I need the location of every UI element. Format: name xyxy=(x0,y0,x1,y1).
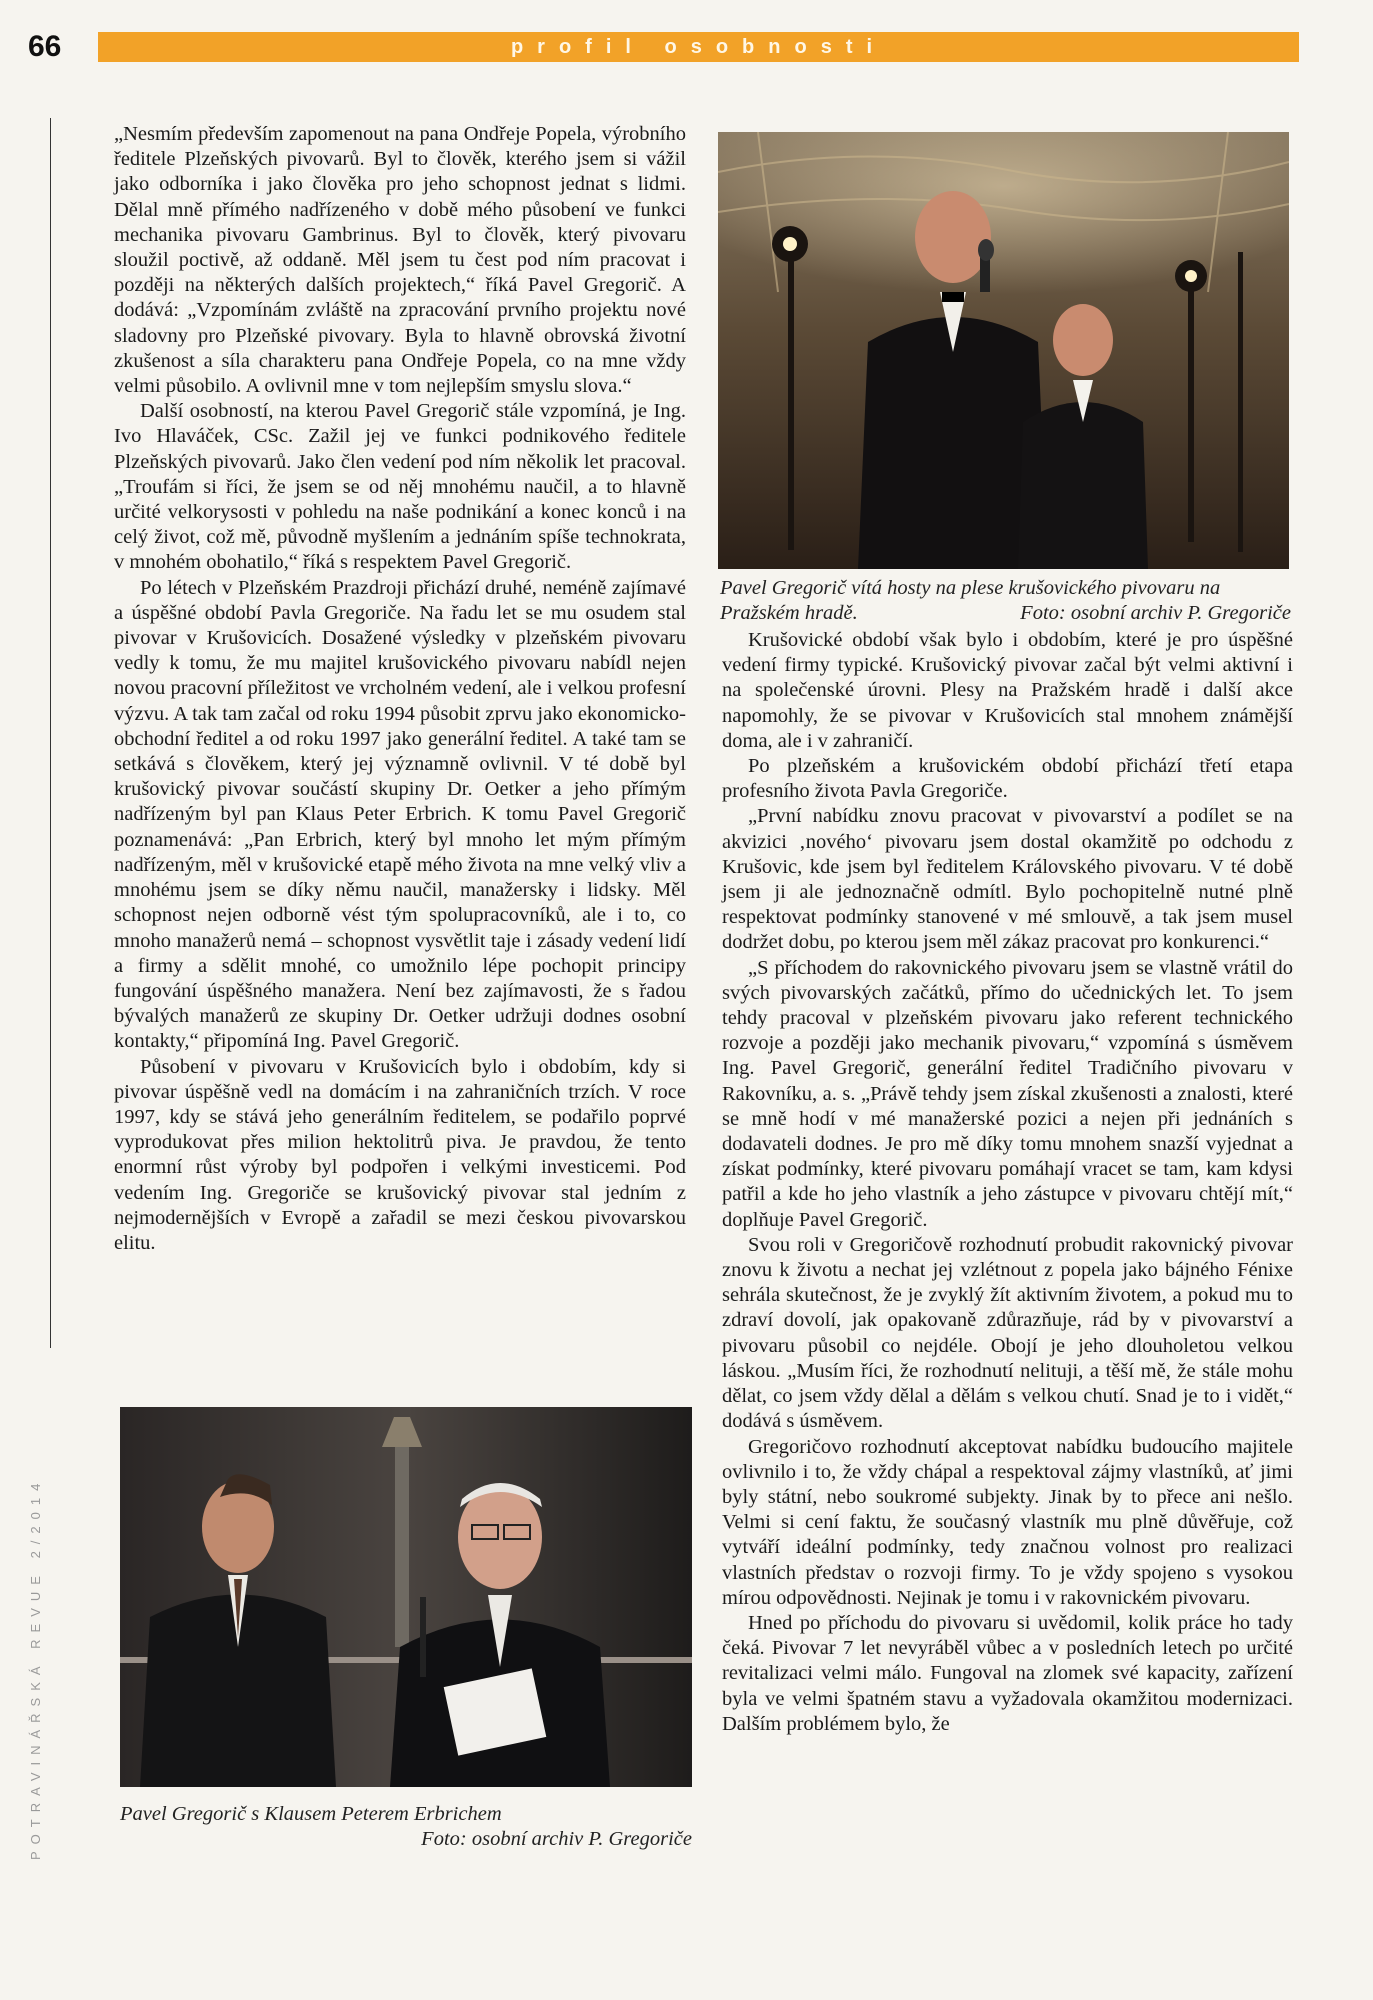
article-column-right xyxy=(722,628,1293,1737)
page-number: 66 xyxy=(28,30,62,63)
photo-credit: Foto: osobní archiv P. Gregoriče xyxy=(1020,602,1291,624)
margin-rule xyxy=(50,118,51,1348)
section-title: profil osobnosti xyxy=(510,35,887,58)
article-column-left xyxy=(114,122,686,1256)
photo-ball-speech-image xyxy=(718,132,1289,569)
paragraph: Gregoričovo rozhodnutí akceptovat nabídku budoucího majitele ovlivnilo i to, že vždy chápal a respektoval zájmy vlastníků, ať jimi byly státní, nebo soukromé subjekty. Jinak by to přece ani nešlo. Velmi si cení faktu, že současný vlastník mu plně důvěřuje, což vytváří ideální podmínky, tedy značnou volnost pro realizaci vlastních představ o rozvoji firmy. To je vždy spojeno s vysokou mírou odpovědnosti. Nejinak je tomu i v rakovnickém pivovaru. xyxy=(722,1435,1293,1609)
paragraph: Svou roli v Gregoričově rozhodnutí probudit rakovnický pivovar znovu k životu a nechat jej vzlétnout z popela jako bájného Fénixe sehrála skutečnost, že je zvyklý žít aktivním životem, a pokud mu to zdraví dovolí, jak opakovaně zdůrazňuje, rád by v pivovarství a pivovaru působil co nejdéle. Obojí je jeho dlouholetou velkou láskou. „Musím říci, že rozhodnutí nelituji, a těší mě, že stále mohu dělat, co jsem vždy dělal a dělám s velkou chutí. Snad je to i vidět,“ dodává s úsměvem. xyxy=(722,1233,1293,1433)
photo-erbrich xyxy=(120,1407,692,1787)
magazine-name-vertical: POTRAVINÁŘSKÁ REVUE 2/2014 xyxy=(28,1476,43,1860)
paragraph: Po plzeňském a krušovickém období přichází třetí etapa profesního života Pavla Gregoriče. xyxy=(722,755,1293,803)
paragraph: „Nesmím především zapomenout na pana Ondřeje Popela, výrobního ředitele Plzeňských pivovarů. Byl to člověk, kterého jsem si vážil jako odborníka i jako člověka pro jeho schopnost jednat s lidmi. Dělal mně přímého nadřízeného v době mého působení ve funkci mechanika pivovaru Gambrinus. Byl to člověk, který pivovaru sloužil poctivě, až oddaně. Měl jsem tu čest pod ním pracovat i později na některých dalších projektech,“ říká Pavel Gregorič. A dodává: „Vzpomínám zvláště na zpracování prvního projektu nové sladovny pro Plzeňské pivovary. Byla to hlavně obrovská životní zkušenost a síla charakteru pana Ondřeje Popela, co na mne vždy velmi působilo. A ovlivnil mne v tom nejlepším smyslu slova.“ xyxy=(114,123,686,398)
caption-text: Pavel Gregorič s Klausem Peterem Erbrichem xyxy=(120,1803,502,1825)
section-header-bar xyxy=(98,32,1299,62)
paragraph: „První nabídku znovu pracovat v pivovarství a podílet se na akvizici ‚nového‘ pivovaru jsem dostal okamžitě po odchodu z Krušovic, kde jsem byl ředitelem Královského pivovaru. V té době jsem ji ale jednoznačně odmítl. Bylo pochopitelně nutné plně respektovat podmínky stanovené v mé smlouvě, a tak jsem musel dodržet dobu, po kterou jsem měl zákaz pracovat pro konkurenci.“ xyxy=(722,805,1293,954)
caption-text: Pavel Gregorič vítá hosty na plese krušovického pivovaru na Pražském hradě. xyxy=(720,577,1221,624)
photo-caption-bottom xyxy=(120,1802,692,1852)
photo-credit: Foto: osobní archiv P. Gregoriče xyxy=(421,1828,692,1850)
paragraph: Hned po příchodu do pivovaru si uvědomil, kolik práce ho tady čeká. Pivovar 7 let nevyráběl vůbec a v posledních letech po určité revitalizaci velmi málo. Fungoval na zlomek své kapacity, zařízení byla ve velmi špatném stavu a vyžadovala okamžitou modernizaci. Dalším problémem bylo, že xyxy=(722,1611,1293,1735)
paragraph: Po létech v Plzeňském Prazdroji přichází druhé, neméně zajímavé a úspěšné období Pavla Gregoriče. Na řadu let se mu osudem stal pivovar v Krušovicích. Dosažené výsledky v plzeňském pivovaru vedly k tomu, že mu majitel krušovického pivovaru nabídl nejen novou pracovní příležitost ve vrcholném vedení, ale i velkou profesní výzvu. A tak tam začal od roku 1994 působit zprvu jako ekonomicko-obchodní ředitel a od roku 1997 jako generální ředitel. A také tam se setkává s člověkem, který jej významně ovlivnil. V té době byl krušovický pivovar součástí skupiny Dr. Oetker a jeho přímým nadřízeným byl pan Klaus Peter Erbrich. K tomu Pavel Gregorič poznamenává: „Pan Erbrich, který byl mnoho let mým přímým nadřízeným, měl v krušovické etapě mého života na mne velký vliv a mnohému jsem se díky němu naučil, manažersky i lidsky. Měl schopnost nejen odborně vést tým spolupracovníků, ale i to, co mnoho manažerů nemá – schopnost vysvětlit taje i zásady vedení lidí a firmy a sdělit mnohé, co umožnilo lépe pochopit principy fungování úspěšného manažera. Není bez zajímavosti, že s řadou bývalých manažerů ze skupiny Dr. Oetker udržuji dodnes osobní kontakty,“ připomíná Ing. Pavel Gregorič. xyxy=(114,576,686,1053)
photo-caption-top xyxy=(720,576,1291,626)
paragraph: „S příchodem do rakovnického pivovaru jsem se vlastně vrátil do svých pivovarských začátků, přímo do učednických let. To jsem tehdy pracoval v plzeňském pivovaru jako referent technického rozvoje a později jako mechanik pivovaru,“ vzpomíná s úsměvem Ing. Pavel Gregorič, generální ředitel Tradičního pivovaru v Rakovníku, a. s. „Právě tehdy jsem získal zkušenosti a znalosti, které se mně hodí v mé manažerské pozici a nejen při jednáních s dodavateli dodnes. Je pro mě díky tomu mnohem snazší vyjednat a získat podmínky, které pivovaru pomáhají vracet se tam, kam kdysi patřil a kde ho jeho vlastník a jeho zástupce v pivovaru chtějí mít,“ doplňuje Pavel Gregorič. xyxy=(722,956,1293,1231)
paragraph: Působení v pivovaru v Krušovicích bylo i obdobím, kdy si pivovar úspěšně vedl na domácím i na zahraničních trzích. V roce 1997, kdy se stává jeho generálním ředitelem, se podařilo poprvé vyprodukovat přes milion hektolitrů piva. Je pravdou, že tento enormní růst výroby byl podpořen i velkými investicemi. Pod vedením Ing. Gregoriče se krušovický pivovar stal jedním z nejmodernějších v Evropě a zařadil se mezi českou pivovarskou elitu. xyxy=(114,1055,686,1254)
paragraph: Další osobností, na kterou Pavel Gregorič stále vzpomíná, je Ing. Ivo Hlaváček, CSc. Zažil jej ve funkci podnikového ředitele Plzeňských pivovarů. Jako člen vedení pod ním několik let pracoval. „Troufám si říci, že jsem se od něj mnohému naučil, a to hlavně určité velkorysosti v pohledu na naše podnikání a konec konců i na celý život, což mě, původně myšlením a jednáním spíše technokrata, v mnohém obohatilo,“ říká s respektem Pavel Gregorič. xyxy=(114,400,686,574)
photo-erbrich-image xyxy=(120,1407,692,1787)
photo-ball-speech xyxy=(718,132,1289,569)
paragraph: Krušovické období však bylo i obdobím, které je pro úspěšné vedení firmy typické. Krušovický pivovar začal být velmi aktivní i na společenské úrovni. Plesy na Pražském hradě i další akce napomohly, že se pivovar v Krušovicích stal mnohem známější doma, ale i v zahraničí. xyxy=(722,629,1293,752)
